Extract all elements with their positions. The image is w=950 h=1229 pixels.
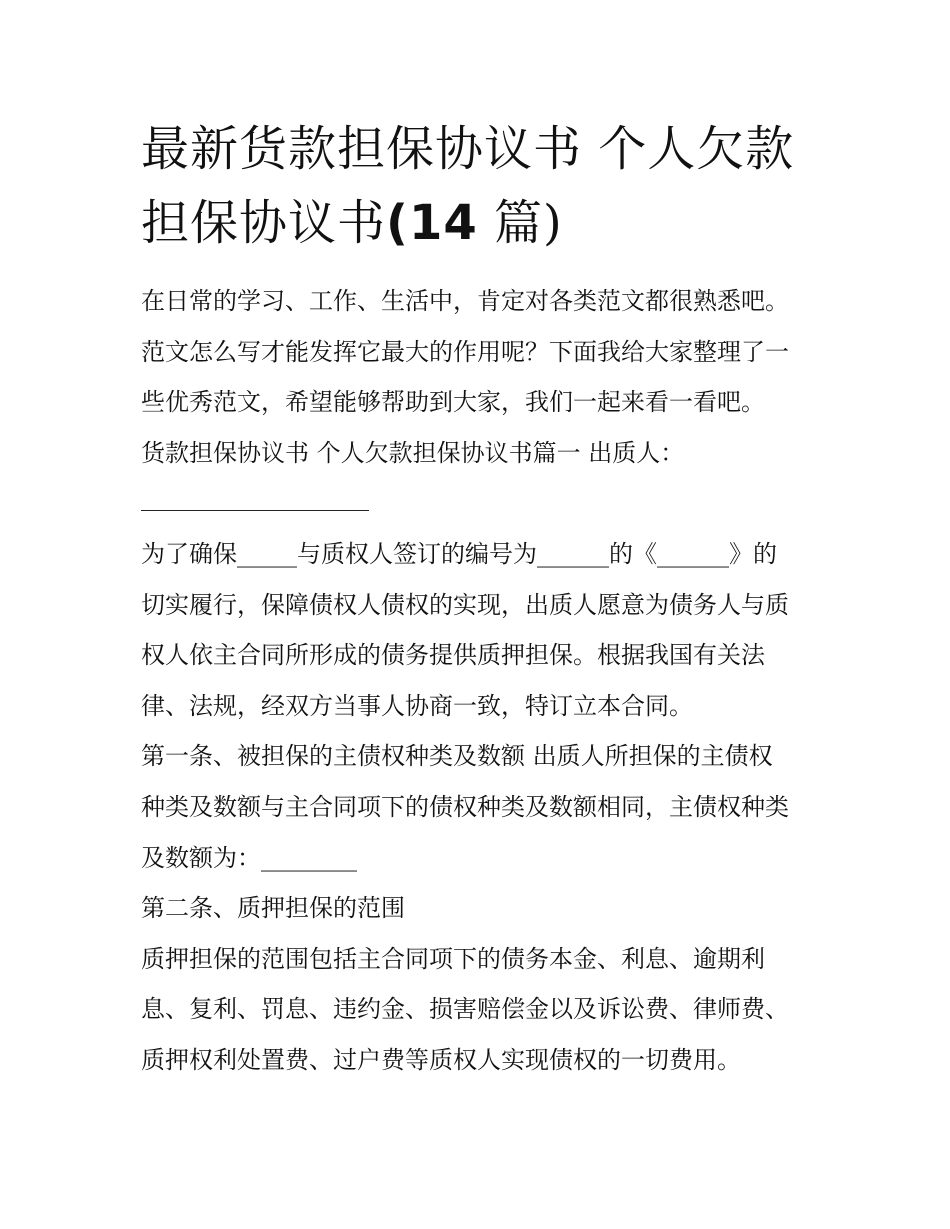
paragraph-line: 切实履行，保障债权人债权的实现，出质人愿意为债务人与质 bbox=[141, 590, 789, 619]
paragraph-line: 货款担保协议书 个人欠款担保协议书篇一 出质人： bbox=[141, 438, 685, 467]
title-line-1: 最新货款担保协议书 个人欠款 bbox=[141, 121, 795, 177]
paragraph-line: 些优秀范文，希望能够帮助到大家，我们一起来看一看吧。 bbox=[141, 388, 765, 417]
paragraph-line: 为了确保_____与质权人签订的编号为______的《______》的 bbox=[141, 539, 777, 568]
paragraph-line: 质押权利处置费、过户费等质权人实现债权的一切费用。 bbox=[141, 1045, 741, 1074]
paragraph-line: 在日常的学习、工作、生活中，肯定对各类范文都很熟悉吧。 bbox=[141, 287, 789, 315]
paragraph-line: 律、法规，经双方当事人协商一致，特订立本合同。 bbox=[141, 691, 693, 720]
paragraph-line: 质押担保的范围包括主合同项下的债务本金、利息、逾期利 bbox=[141, 944, 765, 973]
paragraph-line: 第二条、质押担保的范围 bbox=[141, 894, 405, 923]
title-line-2-prefix: 担保协议书 bbox=[141, 195, 387, 251]
title-line-2-count: (14 bbox=[386, 195, 478, 251]
paragraph-line: 种类及数额与主合同项下的债权种类及数额相同，主债权种类 bbox=[141, 792, 789, 821]
paragraph-line: 第一条、被担保的主债权种类及数额 出质人所担保的主债权 bbox=[141, 742, 773, 771]
title-line-2-suffix: 篇) bbox=[494, 195, 563, 251]
document-title bbox=[141, 112, 821, 260]
paragraph-line: 范文怎么写才能发挥它最大的作用呢？下面我给大家整理了一 bbox=[141, 337, 789, 366]
paragraph-line: 权人依主合同所形成的债务提供质押担保。根据我国有关法 bbox=[141, 641, 765, 670]
title-line-2 bbox=[141, 186, 821, 260]
paragraph-line: 及数额为：________ bbox=[141, 843, 357, 872]
signature-blank-line bbox=[141, 460, 369, 511]
document-body bbox=[141, 276, 831, 1086]
paragraph-line: 息、复利、罚息、违约金、损害赔偿金以及诉讼费、律师费、 bbox=[141, 995, 789, 1024]
